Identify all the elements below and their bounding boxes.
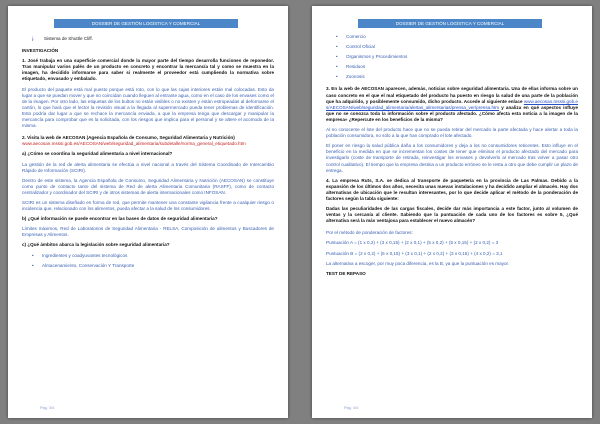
answer-2a-1: La gestión de la red de alerta alimentaria se efectúa a nivel nacional a través del Sistema Coordinado de Intercambio Rápido de Información (SCIRI). [22,161,274,173]
answer-2a-3: SCIRI es un sistema diseñado en forma de red, que permite mantener una constante vigilancia frente a cualquier riesgo o incidencia que, relacionado con los alimentos, pueda afectar a la salud de los consumidores. [22,199,274,212]
answer-3a: Al no conocerse el lote del producto hace que no se pueda retirar del mercado la parte afectada y hace alertar a toda la población consumidora, no sólo a la que han comprado el lote afectado. [326,127,578,139]
page-footer: Pág. 3/4 [40,406,55,410]
question-2: 2. Visita la web de AECOSAN (Agencia Española de Consumo, Seguridad Alimentaria y Nutrición) [22,135,235,141]
list-item [22,253,274,259]
list-item-text: Almacenamiento, Conservación Y Transporte [42,262,135,268]
section-title: INVESTIGACIÓN [22,48,59,54]
bullet-icon: • [336,44,338,50]
page-right-content [326,34,578,281]
question-3-text: 3. En la web de AECOSAN aparecen, además, noticias sobre seguridad alimentaria. Una de ellas informa sobre un caso concreto en el que el mal etiquetado del producto ha puesto en riesgo la salud de una parte de la población que ha adquirido, y posiblemente consumido, dicho producto. Accede al siguiente enlace [326,86,578,104]
bullet-icon: • [32,262,34,268]
list-item-text: Zoonosis [346,74,365,80]
question-2b: b) ¿Qué información se puede encontrar en las bases de datos de seguridad alimentaria? [22,216,218,222]
list-item [22,263,274,269]
page-header-banner: DOSSIER DE GESTIÓN LOGÍSTICA Y COMERCIAL [54,19,238,28]
question-4b: Dadas las peculiaridades de las cargas fiscales, decide dar más importancia a este factor, junto al volumen de ventas y la cercanía al cliente. Sabiendo que la puntuación de cada uno de los factores es sobre 5, ¿Qué alternativa será la más ventajosa para establecer el nuevo almacén? [326,206,578,224]
document-page-left [8,6,288,418]
question-2a: a) ¿Cómo se coordina la seguridad alimentaria a nivel internacional? [22,151,173,157]
answer-4-title: Por el método de ponderación de factores: [326,230,413,236]
answer-4-score-a: Puntuación A = (1 x 0,2) + (3 x 0,15) + (2 x 0,1) + (5 x 0,2) + (5 x 0,15) + (2 x 0,2) = 3 [326,240,499,246]
list-item-text: Residuos [346,64,366,70]
answer-3b: El poner en riesgo la salud pública daña a los consumidores y deja a los no consumidores reticentes. Esto influye en el beneficio en la medida en que se incrementan los costes de tener que eliminar el producto afectado del mercado para investigarlo (coste de transporte de retirada, reinvestigar los envases y devolverlo al mercado tras volver a pasar otro control cualitativo). El tiempo que la empresa destina a un producto erróneo se le resta a otro que debe cumplir un plazo de entrega. [326,143,578,173]
answer-4-score-b: Puntuación B = (2 x 0,2) + (5 x 0,15) + (3 x 0,1) + (2 x 0,2) + (3 x 0,15) + (4 x 0,2) = 3,1 [326,250,503,256]
list-item-text: Organismos y Procedimientos [346,54,408,60]
bullet-icon: • [32,252,34,258]
list-item-j [22,36,274,42]
list-item [326,44,578,50]
page-footer: Pág. 4/4 [344,406,359,410]
question-1: 1. José trabaja en una superficie comercial donde la mayor parte del tiempo desarrolla funciones de reponedor. Tras manipular varios palés de un producto en concreto y encontrar la mercancía tal y como se muestra en la imagen, ha decidido informarse para saber si realmente el proveedor está cumpliendo la normativa sobre etiquetado, envasado y embalado. [22,58,274,82]
question-3-tail: y analiza en qué aspectos influye que no se conozca toda la información sobre el producto afectado. ¿Cómo afecta esta noticia a la imagen de la empresa» ¿Repercute en los beneficios de la misma? [326,104,578,122]
document-page-right [312,6,592,418]
bullet-icon: • [336,74,338,80]
question-3 [326,86,578,123]
list-item-text: Sistema de Shuttle Cliff. [44,36,93,41]
question-4: 4. La empresa Ruts, S.A. se dedica al transporte de paquetería en la provincia de Las Palmas. Debido a la expansión de los últimos dos años, necesita unas nuevas instalaciones y ha decidido ampliar el almacén. Hay dos alternativas de ubicación que le resultan interesantes, por lo que decide aplicar el método de la ponderación de factores según la tabla siguiente: [326,177,578,201]
answer-1: El producto del paquete está mal puesto porque está roto, con lo que las cajas interiores están mal colocadas. Esto da lugar a que se puedan mover y que no coincidan cuando lleguen al entrante agua, como en el caso de los envases como el de la imagen. Por otro lado, las etiquetas de los bultos no están visibles o no existen y están estropeadas al deformarse el cartón, lo que hará que el lector la revisión visual a la llegada al supermercado pueda tener problemas de identificación. Esto podría dar lugar a que se rechace la mercancía enviada, a que la empresa tenga que descargar y manipular la mercancía para comprobar que es la solicitada, con los riesgos que implica para el personal y se altere el acomodo de la misma. [22,86,274,129]
question-2-link[interactable]: www.aecosan.msssi.gob.es/AECOSAN/web/seguridad_alimentaria/subdetalle/norma_general_etiquetado.htm [22,141,246,147]
page-left-content [22,36,274,273]
bullet-icon: • [336,34,338,39]
list-item-text: Comercio [346,34,366,39]
answer-4-conclusion: La alternativa a escoger, por muy poca diferencia, es la B, ya que la puntuación es mayor. [326,260,510,266]
question-3-link[interactable]: www.aecosan.msssi.gob.es/AECOSAN/web/seguridad_alimentaria/alertas_alimentarias/prensa_ver/prensa.htm [326,98,578,110]
page-header-banner: DOSSIER DE GESTIÓN LOGÍSTICA Y COMERCIAL [358,19,542,28]
list-item [326,34,578,40]
list-marker: j. [32,36,35,41]
list-item [326,64,578,70]
bullet-icon: • [336,64,338,70]
list-item-text: Ingredientes y coadyuvantes tecnológicos [42,252,128,258]
test-title: TEST DE REPASO [326,270,366,276]
answer-2a-2: Dentro de este sistema, la Agencia Española de Consumo, Seguridad Alimentaria y Nutrición (AECOSAN) se constituye como punto de contacto tanto del sistema de Red de alerta Alimentaria Comunitaria (RASFF), como de contacto centralizador y coordinador del SCIRI y de otros sistemas de alerta internacionales como INFOSAN. [22,177,274,195]
list-item [326,54,578,60]
question-2c: c) ¿Qué ámbitos abarca la legislación sobre seguridad alimentaria? [22,242,170,248]
list-item [326,74,578,80]
bullet-icon: • [336,54,338,60]
answer-2b: Límites máximos, Red de Laboratorios de Seguridad Alimentaria - RELSA, Composición de alimentos y Buscadores de Empresas y Alimentos. [22,226,274,238]
list-item-text: Control Oficial [346,44,375,50]
